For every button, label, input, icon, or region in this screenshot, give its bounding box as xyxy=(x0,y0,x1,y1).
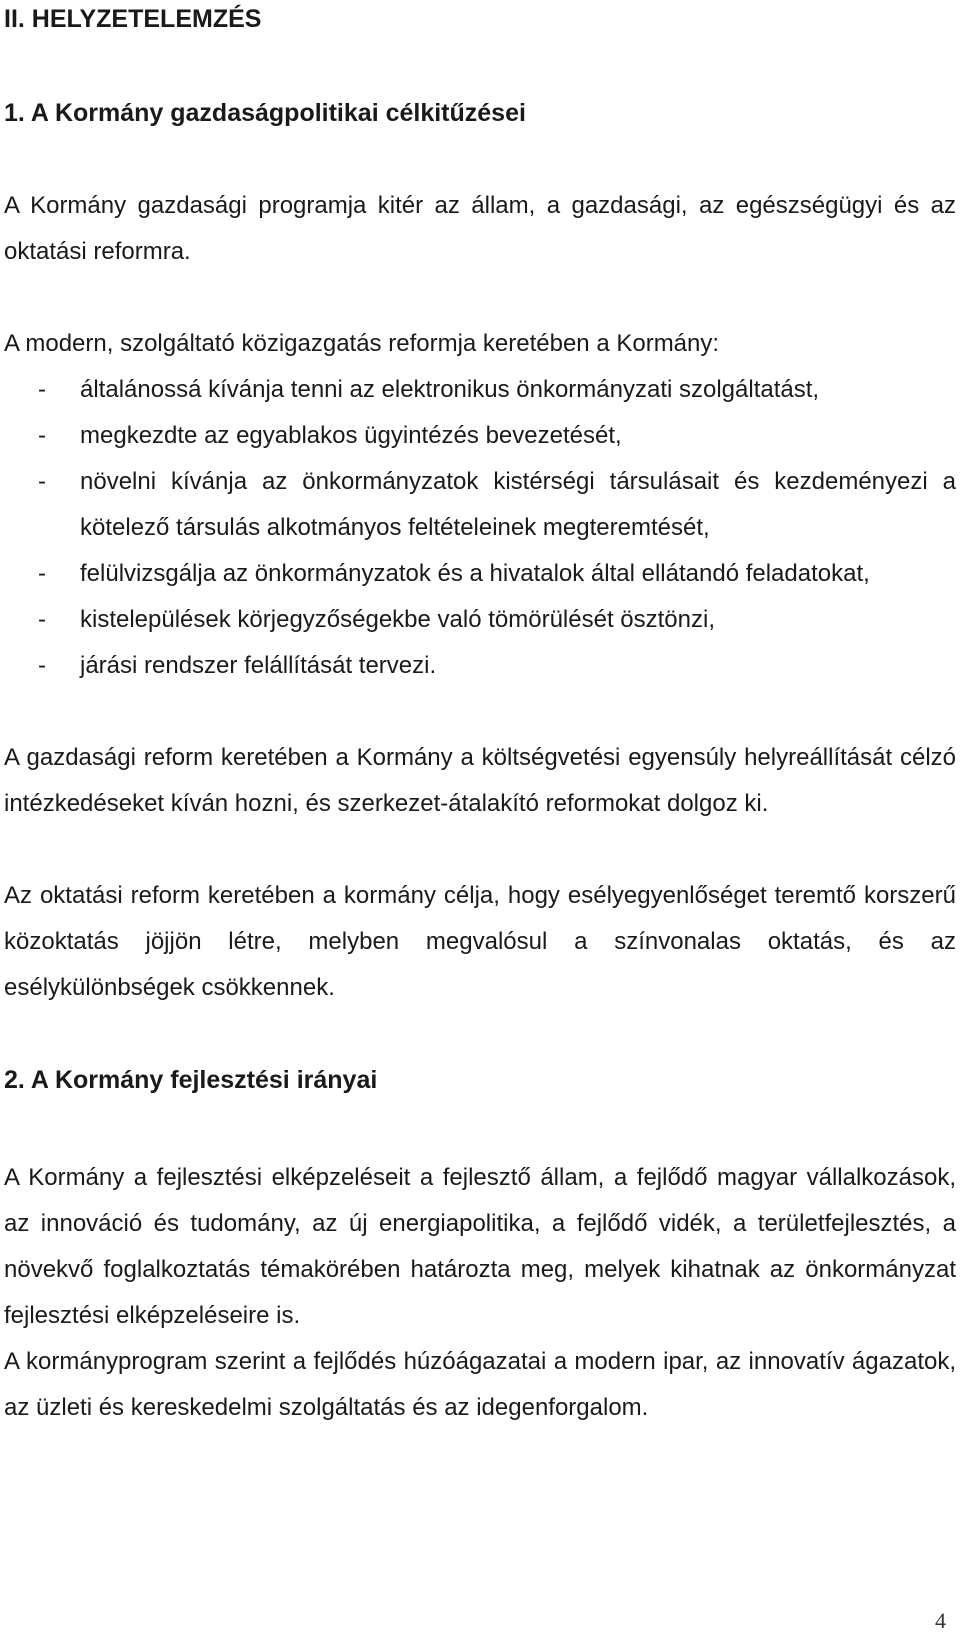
list-item xyxy=(4,643,956,689)
list-item-text: járási rendszer felállítását tervezi. xyxy=(80,652,437,679)
subsection-title-2: 2. A Kormány fejlesztési irányai xyxy=(4,1066,378,1094)
education-reform-paragraph: Az oktatási reform keretében a kormány célja, hogy esélyegyenlőséget teremtő korszerű közoktatás jöjjön létre, melyben megvalósul a színvonalas oktatás, és az esélykülönbségek csökkennek. xyxy=(4,882,956,1001)
subsection-title-1: 1. A Kormány gazdaságpolitikai célkitűzései xyxy=(4,99,526,127)
admin-reform-list xyxy=(4,367,956,689)
list-item xyxy=(4,597,956,643)
page-number: 4 xyxy=(935,1608,946,1633)
list-dash: - xyxy=(38,652,46,679)
list-item xyxy=(4,367,956,413)
list-item xyxy=(4,413,956,459)
economic-reform-paragraph: A gazdasági reform keretében a Kormány a költségvetési egyensúly helyreállítását célzó intézkedéseket kíván hozni, és szerkezet-átalakító reformokat dolgoz ki. xyxy=(4,744,956,817)
section-title: II. HELYZETELEMZÉS xyxy=(4,5,262,33)
list-dash: - xyxy=(38,422,46,449)
list-item-text: felülvizsgálja az önkormányzatok és a hivatalok által ellátandó feladatokat, xyxy=(80,560,870,587)
program-paragraph: A kormányprogram szerint a fejlődés húzóágazatai a modern ipar, az innovatív ágazatok, az üzleti és kereskedelmi szolgáltatás és az idegenforgalom. xyxy=(4,1348,956,1421)
admin-reform-lead: A modern, szolgáltató közigazgatás reformja keretében a Kormány: xyxy=(4,330,720,357)
list-item-text: kistelepülések körjegyzőségekbe való tömörülését ösztönzi, xyxy=(80,606,716,633)
list-dash: - xyxy=(38,560,46,587)
list-item xyxy=(4,551,956,597)
list-item-text: megkezdte az egyablakos ügyintézés bevezetését, xyxy=(80,422,622,449)
document-page xyxy=(4,0,956,1431)
list-item-text: növelni kívánja az önkormányzatok kistérségi társulásait és kezdeményezi a kötelező társulás alkotmányos feltételeinek megteremtését, xyxy=(80,468,956,541)
list-dash: - xyxy=(38,606,46,633)
development-paragraph: A Kormány a fejlesztési elképzeléseit a fejlesztő állam, a fejlődő magyar vállalkozások, az innováció és tudomány, az új energiapolitika, a fejlődő vidék, a területfejlesztés, a növekvő foglalkoztatás témakörében határozta meg, melyek kihatnak az önkormányzat fejlesztési elképzeléseire is. xyxy=(4,1164,956,1329)
list-dash: - xyxy=(38,468,46,495)
list-item-text: általánossá kívánja tenni az elektronikus önkormányzati szolgáltatást, xyxy=(80,376,820,403)
list-item xyxy=(4,459,956,551)
intro-paragraph: A Kormány gazdasági programja kitér az állam, a gazdasági, az egészségügyi és az oktatási reformra. xyxy=(4,192,956,265)
list-dash: - xyxy=(38,376,46,403)
